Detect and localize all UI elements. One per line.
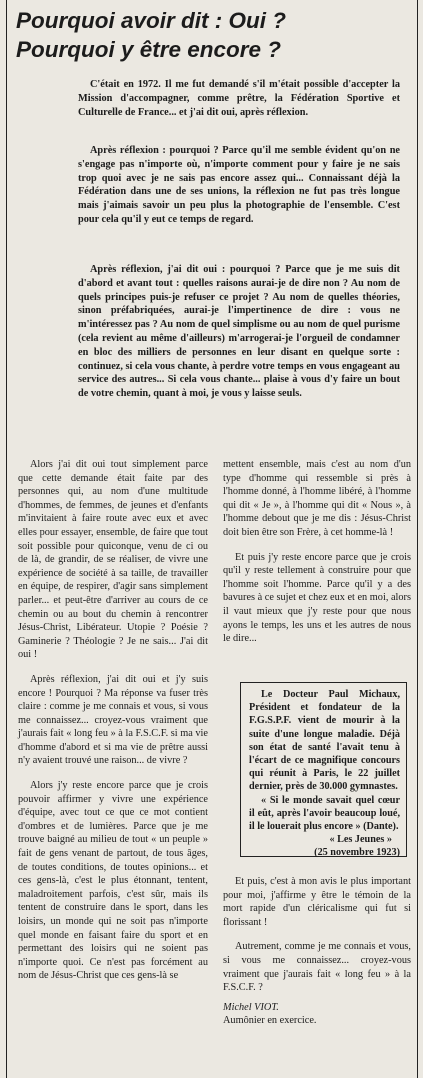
body-paragraph: Autrement, comme je me connais et vous, si vous me connaissez... croyez-vous vraiment que j'aurais fait « long feu » à la F.S.C.F. ? [223,941,411,994]
body-paragraph: Et puis, c'est à mon avis le plus important pour moi, j'affirme y être le témoin de la mort rapide d'un cléricalisme qui fut si florissant ! [223,876,411,928]
signature-name: Michel VIOT. [223,1001,279,1013]
intro-text: C'était en 1972. Il me fut demandé s'il m'était possible d'accepter la Mission d'accompagner, comme prêtre, la Fédération Sportive et Culturelle de France... et j'ai dit oui, après réflexion. [78,79,400,118]
obituary-date: (25 novembre 1923) [314,847,400,859]
left-border-rule [6,0,7,1078]
body-paragraph: Et puis j'y reste encore parce que je crois qu'il y reste tellement à construire pour que l'homme soit l'homme. Parce qu'il y a des bavures à ce sujet et chez eux et en moi, alors il vaut mieux que j'y reste pour que nous ayons le temps, les uns et les autres de nous le dire... [223,551,411,645]
obituary-text: Le Docteur Paul Michaux, Président et fondateur de la F.G.S.P.F. vient de mourir à la suite d'une longue maladie. Déjà son état de santé l'avait tenu à l'écart de ce magnifique concours qui réunit à Paris, le 22 juillet dernier, près de 30.000 gymnastes. [249,689,400,793]
body-column-left [18,458,208,994]
obituary-source: « Les Jeunes » [329,834,392,846]
title-line-1: Pourquoi avoir dit : Oui ? [16,8,286,33]
body-paragraph: Alors j'y reste encore parce que je crois pouvoir affirmer y vivre une expérience d'équipe, avec tout ce que ce mot contient d'ombres et de lumières. Parce que je me trouve baigné au milieu de tout « un peuple » fait de gens venant de partout, de tous âges, de toutes conditions, de toutes opinions... et ces gens-là, c'est le plus étonnant, tentent, maladroitement parfois, c'est sûr, mais ils tentent de construire dans le sport, dans les loisirs, un monde qui ne soit pas n'importe quel monde en faisant faire du sport et en permettant des loisirs qui ne soient pas n'importe quoi. Ce n'est pas forcément au nom de Jésus-Christ que ces gens-là se [18,780,208,982]
obituary-box [240,682,407,857]
body-column-right-bottom [223,875,411,1028]
intro-text: Après réflexion : pourquoi ? Parce qu'il me semble évident qu'on ne s'engage pas n'importe où, n'importe comment pour y faire je ne sais trop quoi avec je ne sais pas encore assez qui... Connaissant déjà la Fédération dans une de ses unions, la réflexion ne fut pas très longue mais j'aimais savoir un peu plus la photographie de l'ensemble. C'est pour cela qu'il y eut ce temps de regard. [78,145,400,225]
right-border-rule [417,0,418,1078]
signature-role: Aumônier en exercice. [223,1015,317,1027]
title-line-2: Pourquoi y être encore ? [16,37,282,62]
intro-text: Après réflexion, j'ai dit oui : pourquoi ? Parce que je me suis dit d'abord et avant tout : quelles raisons aurai-je de dire non ? Au nom de quels principes puis-je refuser ce projet ? Au nom de quelles théories, sinon préfabriquées, aurai-je l'impertinence de dire : vous ne m'intéressez pas ? Au nom de quel simplisme ou au nom de quel purisme (cela revient au même d'ailleurs) m'arrogerai-je l'orgueil de condamner en bloc des milliers de personnes en leur disant en quelque sorte : continuez, si cela vous chante, à perdre votre temps en vous engageant au service des autres... Si cela vous chante... plaise à vous d'y faire un bout de votre chemin, quant à moi, je vous y laisse seuls. [78,264,400,400]
article-title [16,6,416,64]
body-paragraph: Alors j'ai dit oui tout simplement parce que cette demande était faite par des personnes qui, au nom d'une multitude d'hommes, de femmes, de jeunes et d'enfants m'invitaient à faire route avec eux et avec elles pour essayer, ensemble, de faire que tout soit possible pour quiconque, venu de ci ou de là, de grandir, de se réaliser, de vivre une expérience de société à sa taille, de travailler en équipe, de respirer, d'agir sans simplement parler... et peut-être d'arriver au cours de ce chemin ou au bout du chemin à rencontrer Jésus-Christ, Libérateur. Utopie ? Poésie ? Gaminerie ? Théologie ? Je ne sais... J'ai dit oui ! [18,459,208,661]
body-paragraph: mettent ensemble, mais c'est au nom d'un type d'homme qui ressemble si près à l'homme donné, à l'homme libéré, à l'homme qui dit « Je », à l'homme qui dit « Nous », à l'homme debout que je me dis : Jésus-Christ doit bien être son Frère, à cet homme-là ! [223,459,411,538]
intro-paragraph-3 [78,263,400,401]
intro-paragraph-2 [78,144,400,227]
obituary-quote: « Si le monde savait quel cœur il eût, après l'avoir beaucoup loué, il le louerait plus encore » (Dante). [249,794,400,833]
body-paragraph: Après réflexion, j'ai dit oui et j'y suis encore ! Pourquoi ? Ma réponse va fuser très claire : comme je me connais et vous, si vous me connaissez... croyez-vous vraiment que j'aurais fait « long feu » à la F.S.C.F. si ma vie d'homme d'abord et si ma vie de prêtre aussi n'y avaient trouvé une raison... de vivre ? [18,673,208,767]
intro-paragraph-1 [78,78,400,119]
body-column-right-top [223,458,411,657]
